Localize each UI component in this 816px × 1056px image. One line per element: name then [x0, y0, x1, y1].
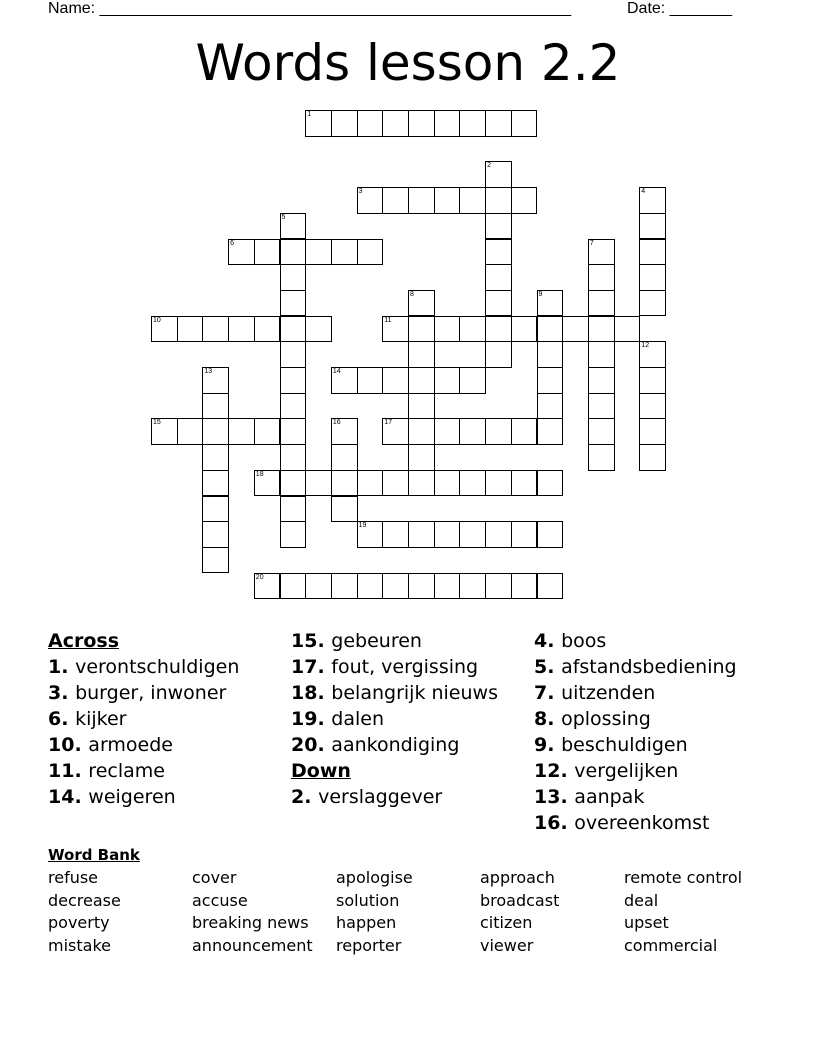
down-clue: 8. oplossing — [534, 708, 651, 730]
grid-cell[interactable] — [459, 418, 486, 445]
clue-text: verslaggever — [318, 786, 443, 808]
grid-cell[interactable] — [459, 187, 486, 214]
grid-cell[interactable] — [537, 418, 564, 445]
word-bank-word: commercial — [624, 935, 718, 955]
grid-cell[interactable] — [331, 110, 358, 137]
date-label: Date: — [627, 0, 666, 17]
clue-number: 7 — [534, 682, 548, 704]
grid-cell[interactable] — [280, 264, 307, 291]
grid-cell[interactable] — [588, 444, 615, 471]
clue-text: burger, inwoner — [75, 682, 227, 704]
grid-cell[interactable] — [228, 418, 255, 445]
grid-cell[interactable] — [485, 264, 512, 291]
grid-cell[interactable] — [408, 187, 435, 214]
word-bank-word: approach — [480, 868, 555, 887]
grid-cell[interactable] — [537, 470, 564, 497]
clue-number: 11 — [384, 316, 392, 324]
clue-number: 16 — [332, 419, 341, 427]
grid-cell[interactable] — [459, 367, 486, 394]
grid-cell[interactable] — [305, 110, 332, 137]
grid-cell[interactable] — [562, 316, 589, 343]
grid-cell[interactable] — [331, 418, 358, 445]
grid-cell[interactable] — [357, 573, 384, 600]
clue-text: belangrijk nieuws — [331, 682, 498, 704]
grid-cell[interactable] — [280, 521, 307, 548]
clue-number: 4 — [641, 188, 646, 196]
grid-cell[interactable] — [434, 418, 461, 445]
clue-number: 20 — [255, 573, 264, 581]
grid-cell[interactable] — [228, 316, 255, 343]
across-clue: 14. weigeren — [48, 786, 176, 808]
grid-cell[interactable] — [331, 367, 358, 394]
grid-cell[interactable] — [305, 470, 332, 497]
clue-number: 3 — [48, 682, 62, 704]
clue-number: 17 — [384, 419, 393, 427]
clue-number: 6 — [230, 239, 234, 247]
grid-cell[interactable] — [639, 418, 666, 445]
grid-cell[interactable] — [280, 316, 307, 343]
grid-cell[interactable] — [639, 393, 666, 420]
clue-text: fout, vergissing — [331, 656, 479, 678]
grid-cell[interactable] — [305, 239, 332, 266]
grid-cell[interactable] — [280, 573, 307, 600]
grid-cell[interactable] — [588, 290, 615, 317]
grid-cell[interactable] — [202, 470, 229, 497]
word-bank-word: viewer — [480, 935, 534, 955]
grid-cell[interactable] — [280, 496, 307, 523]
grid-cell[interactable] — [254, 573, 281, 600]
word-bank-column — [480, 867, 559, 957]
grid-cell[interactable] — [639, 239, 666, 266]
grid-cell[interactable] — [331, 444, 358, 471]
grid-cell[interactable] — [537, 393, 564, 420]
grid-cell[interactable] — [408, 521, 435, 548]
clue-text: gebeuren — [331, 630, 422, 652]
grid-cell[interactable] — [485, 573, 512, 600]
grid-cell[interactable] — [408, 367, 435, 394]
grid-cell[interactable] — [537, 341, 564, 368]
grid-cell[interactable] — [305, 573, 332, 600]
grid-cell[interactable] — [459, 470, 486, 497]
clue-number: 13 — [534, 786, 561, 808]
clue-text: armoede — [88, 734, 173, 756]
clue-number: 5 — [281, 213, 286, 221]
clue-number: 13 — [204, 368, 213, 375]
date-line[interactable]: _______ — [669, 0, 732, 17]
grid-cell[interactable] — [434, 367, 461, 394]
word-bank-word: solution — [336, 890, 400, 910]
grid-cell[interactable] — [280, 444, 307, 471]
word-bank-column — [192, 867, 313, 957]
down-clue: 5. afstandsbediening — [534, 656, 737, 678]
down-clue: 7. uitzenden — [534, 682, 656, 704]
grid-cell[interactable] — [382, 573, 409, 600]
grid-cell[interactable] — [408, 110, 435, 137]
grid-cell[interactable] — [639, 367, 666, 394]
grid-cell[interactable] — [151, 418, 178, 445]
grid-cell[interactable] — [382, 470, 409, 497]
down-clue: 4. boos — [534, 630, 607, 652]
grid-cell[interactable] — [614, 316, 641, 343]
grid-cell[interactable] — [202, 496, 229, 523]
grid-cell[interactable] — [588, 393, 615, 420]
across-clue: 6. kijker — [48, 708, 127, 730]
clue-text: afstandsbediening — [561, 656, 737, 678]
grid-cell[interactable] — [408, 393, 435, 420]
word-bank-word: broadcast — [480, 890, 560, 910]
grid-cell[interactable] — [588, 341, 615, 368]
word-bank-word: decrease — [48, 890, 121, 910]
grid-cell[interactable] — [588, 239, 615, 266]
across-clue: 17. fout, vergissing — [291, 656, 479, 678]
word-bank-word: accuse — [192, 890, 248, 910]
grid-cell[interactable] — [485, 418, 512, 445]
grid-cell[interactable] — [434, 470, 461, 497]
clues-column-2 — [291, 628, 498, 810]
grid-cell[interactable] — [485, 316, 512, 343]
word-bank-column — [336, 867, 413, 957]
grid-cell[interactable] — [588, 367, 615, 394]
grid-cell[interactable] — [357, 110, 384, 137]
across-clue: 1. verontschuldigen — [48, 656, 240, 678]
grid-cell[interactable] — [280, 393, 307, 420]
grid-cell[interactable] — [202, 316, 229, 343]
grid-cell[interactable] — [408, 341, 435, 368]
clue-text: beschuldigen — [561, 734, 688, 756]
clue-text: weigeren — [88, 786, 176, 808]
grid-cell[interactable] — [434, 521, 461, 548]
grid-cell[interactable] — [459, 521, 486, 548]
grid-cell[interactable] — [434, 110, 461, 137]
clue-number: 15 — [291, 630, 318, 652]
grid-cell[interactable] — [254, 239, 281, 266]
down-clue: 12. vergelijken — [534, 760, 679, 782]
grid-cell[interactable] — [459, 316, 486, 343]
clue-text: kijker — [75, 708, 127, 730]
grid-cell[interactable] — [537, 521, 564, 548]
grid-cell[interactable] — [331, 239, 358, 266]
word-bank-word: mistake — [48, 935, 111, 955]
grid-cell[interactable] — [202, 547, 229, 574]
grid-cell[interactable] — [177, 316, 204, 343]
word-bank-word: citizen — [480, 913, 533, 932]
clue-text: boos — [561, 630, 607, 652]
grid-cell[interactable] — [485, 341, 512, 368]
grid-cell[interactable] — [485, 239, 512, 266]
grid-cell[interactable] — [357, 187, 384, 214]
word-bank-word: breaking news — [192, 913, 309, 932]
grid-cell[interactable] — [588, 418, 615, 445]
across-clue: 19. dalen — [291, 708, 385, 730]
clue-text: dalen — [331, 708, 385, 730]
grid-cell[interactable] — [639, 290, 666, 317]
clue-number: 14 — [48, 786, 75, 808]
clue-number: 7 — [589, 239, 594, 247]
grid-cell[interactable] — [511, 316, 538, 343]
grid-cell[interactable] — [382, 316, 409, 343]
grid-cell[interactable] — [331, 470, 358, 497]
clues-column-3 — [534, 628, 737, 836]
grid-cell[interactable] — [382, 521, 409, 548]
grid-cell[interactable] — [357, 239, 384, 266]
grid-cell[interactable] — [202, 367, 229, 394]
clue-number: 4 — [534, 630, 548, 652]
grid-cell[interactable] — [639, 444, 666, 471]
grid-cell[interactable] — [254, 470, 281, 497]
clue-number: 12 — [641, 342, 650, 350]
grid-cell[interactable] — [537, 573, 564, 600]
clue-number: 6 — [48, 708, 62, 730]
across-clue: 10. armoede — [48, 734, 173, 756]
grid-cell[interactable] — [485, 290, 512, 317]
across-clue: 20. aankondiging — [291, 734, 460, 756]
word-bank-column — [48, 867, 121, 957]
clue-number: 19 — [291, 708, 318, 730]
grid-cell[interactable] — [588, 264, 615, 291]
word-bank-word: remote control — [624, 868, 743, 887]
grid-cell[interactable] — [280, 341, 307, 368]
name-line[interactable]: _____________________________________________________ — [99, 0, 572, 17]
across-clue: 3. burger, inwoner — [48, 682, 227, 704]
grid-cell[interactable] — [511, 187, 538, 214]
clue-number: 20 — [291, 734, 318, 756]
clue-number: 9 — [538, 290, 543, 298]
down-clue: 16. overeenkomst — [534, 812, 710, 834]
grid-cell[interactable] — [382, 367, 409, 394]
down-clue: 13. aanpak — [534, 786, 645, 808]
grid-cell[interactable] — [357, 470, 384, 497]
grid-cell[interactable] — [434, 316, 461, 343]
down-clue: 9. beschuldigen — [534, 734, 688, 756]
clue-number: 1 — [307, 111, 312, 118]
grid-cell[interactable] — [459, 573, 486, 600]
grid-cell[interactable] — [254, 418, 281, 445]
clue-number: 19 — [358, 522, 367, 530]
grid-cell[interactable] — [408, 444, 435, 471]
word-bank-word: reporter — [336, 935, 402, 955]
clue-number: 8 — [410, 290, 414, 298]
grid-cell[interactable] — [331, 496, 358, 523]
clue-number: 3 — [358, 188, 363, 196]
word-bank-word: announcement — [192, 935, 313, 955]
grid-cell[interactable] — [280, 367, 307, 394]
clue-number: 14 — [332, 368, 341, 375]
grid-cell[interactable] — [280, 239, 307, 266]
clue-text: verontschuldigen — [75, 656, 240, 678]
grid-cell[interactable] — [408, 418, 435, 445]
clue-number: 18 — [291, 682, 318, 704]
grid-cell[interactable] — [485, 470, 512, 497]
clue-text: oplossing — [561, 708, 651, 730]
word-bank-word: upset — [624, 913, 669, 932]
grid-cell[interactable] — [202, 521, 229, 548]
grid-cell[interactable] — [485, 521, 512, 548]
clue-text: overeenkomst — [574, 812, 710, 834]
across-clue: 15. gebeuren — [291, 630, 422, 652]
across-clue: 11. reclame — [48, 760, 165, 782]
grid-cell[interactable] — [511, 418, 538, 445]
grid-cell[interactable] — [408, 470, 435, 497]
clue-text: aankondiging — [331, 734, 460, 756]
grid-cell[interactable] — [280, 213, 307, 240]
grid-cell[interactable] — [382, 110, 409, 137]
clue-text: reclame — [88, 760, 165, 782]
grid-cell[interactable] — [639, 341, 666, 368]
clue-number: 18 — [255, 470, 264, 478]
grid-cell[interactable] — [151, 316, 178, 343]
clue-text: vergelijken — [574, 760, 679, 782]
grid-cell[interactable] — [485, 187, 512, 214]
grid-cell[interactable] — [537, 316, 564, 343]
clue-number: 2 — [291, 786, 305, 808]
grid-cell[interactable] — [280, 290, 307, 317]
grid-cell[interactable] — [408, 290, 435, 317]
clue-number: 2 — [487, 162, 491, 170]
grid-cell[interactable] — [305, 316, 332, 343]
grid-cell[interactable] — [357, 521, 384, 548]
word-bank-word: deal — [624, 890, 659, 910]
grid-cell[interactable] — [511, 521, 538, 548]
clue-number: 16 — [534, 812, 561, 834]
clue-number: 12 — [534, 760, 561, 782]
grid-cell[interactable] — [639, 264, 666, 291]
grid-cell[interactable] — [434, 187, 461, 214]
grid-cell[interactable] — [639, 187, 666, 214]
word-bank-word: poverty — [48, 913, 110, 932]
grid-cell[interactable] — [382, 418, 409, 445]
grid-cell[interactable] — [202, 444, 229, 471]
clue-text: aanpak — [574, 786, 645, 808]
page-title: Words lesson 2.2 — [195, 34, 621, 92]
grid-cell[interactable] — [434, 573, 461, 600]
grid-cell[interactable] — [177, 418, 204, 445]
grid-cell[interactable] — [485, 161, 512, 188]
grid-cell[interactable] — [202, 418, 229, 445]
clue-number: 1 — [48, 656, 62, 678]
grid-cell[interactable] — [511, 110, 538, 137]
name-label: Name: — [48, 0, 96, 17]
clue-number: 10 — [48, 734, 75, 756]
grid-cell[interactable] — [280, 418, 307, 445]
grid-cell[interactable] — [228, 239, 255, 266]
grid-cell[interactable] — [511, 470, 538, 497]
grid-cell[interactable] — [639, 213, 666, 240]
grid-cell[interactable] — [511, 573, 538, 600]
across-clue: 18. belangrijk nieuws — [291, 682, 498, 704]
grid-cell[interactable] — [357, 367, 384, 394]
word-bank-word: happen — [336, 913, 397, 932]
clue-number: 9 — [534, 734, 548, 756]
grid-cell[interactable] — [202, 393, 229, 420]
word-bank-word: cover — [192, 868, 237, 887]
clue-number: 11 — [48, 760, 75, 782]
grid-cell[interactable] — [408, 316, 435, 343]
grid-cell[interactable] — [588, 316, 615, 343]
clue-text: uitzenden — [561, 682, 656, 704]
word-bank-title: Word Bank — [48, 846, 140, 864]
down-clue: 2. verslaggever — [291, 786, 443, 808]
clue-number: 5 — [534, 656, 548, 678]
grid-cell[interactable] — [459, 110, 486, 137]
grid-cell[interactable] — [254, 316, 281, 343]
word-bank-word: apologise — [336, 868, 413, 887]
clue-number: 10 — [153, 316, 161, 324]
word-bank-column — [624, 867, 742, 957]
clue-number: 17 — [291, 656, 318, 678]
grid-cell[interactable] — [485, 213, 512, 240]
grid-cell[interactable] — [280, 470, 307, 497]
across-heading: Across — [48, 630, 120, 652]
grid-cell[interactable] — [408, 573, 435, 600]
grid-cell[interactable] — [331, 573, 358, 600]
grid-cell[interactable] — [537, 367, 564, 394]
clue-number: 15 — [153, 419, 161, 427]
grid-cell[interactable] — [382, 187, 409, 214]
clues-column-1 — [48, 628, 239, 810]
down-heading: Down — [291, 760, 351, 782]
word-bank-word: refuse — [48, 868, 99, 887]
grid-cell[interactable] — [485, 110, 512, 137]
clue-number: 8 — [534, 708, 548, 730]
grid-cell[interactable] — [537, 290, 564, 317]
